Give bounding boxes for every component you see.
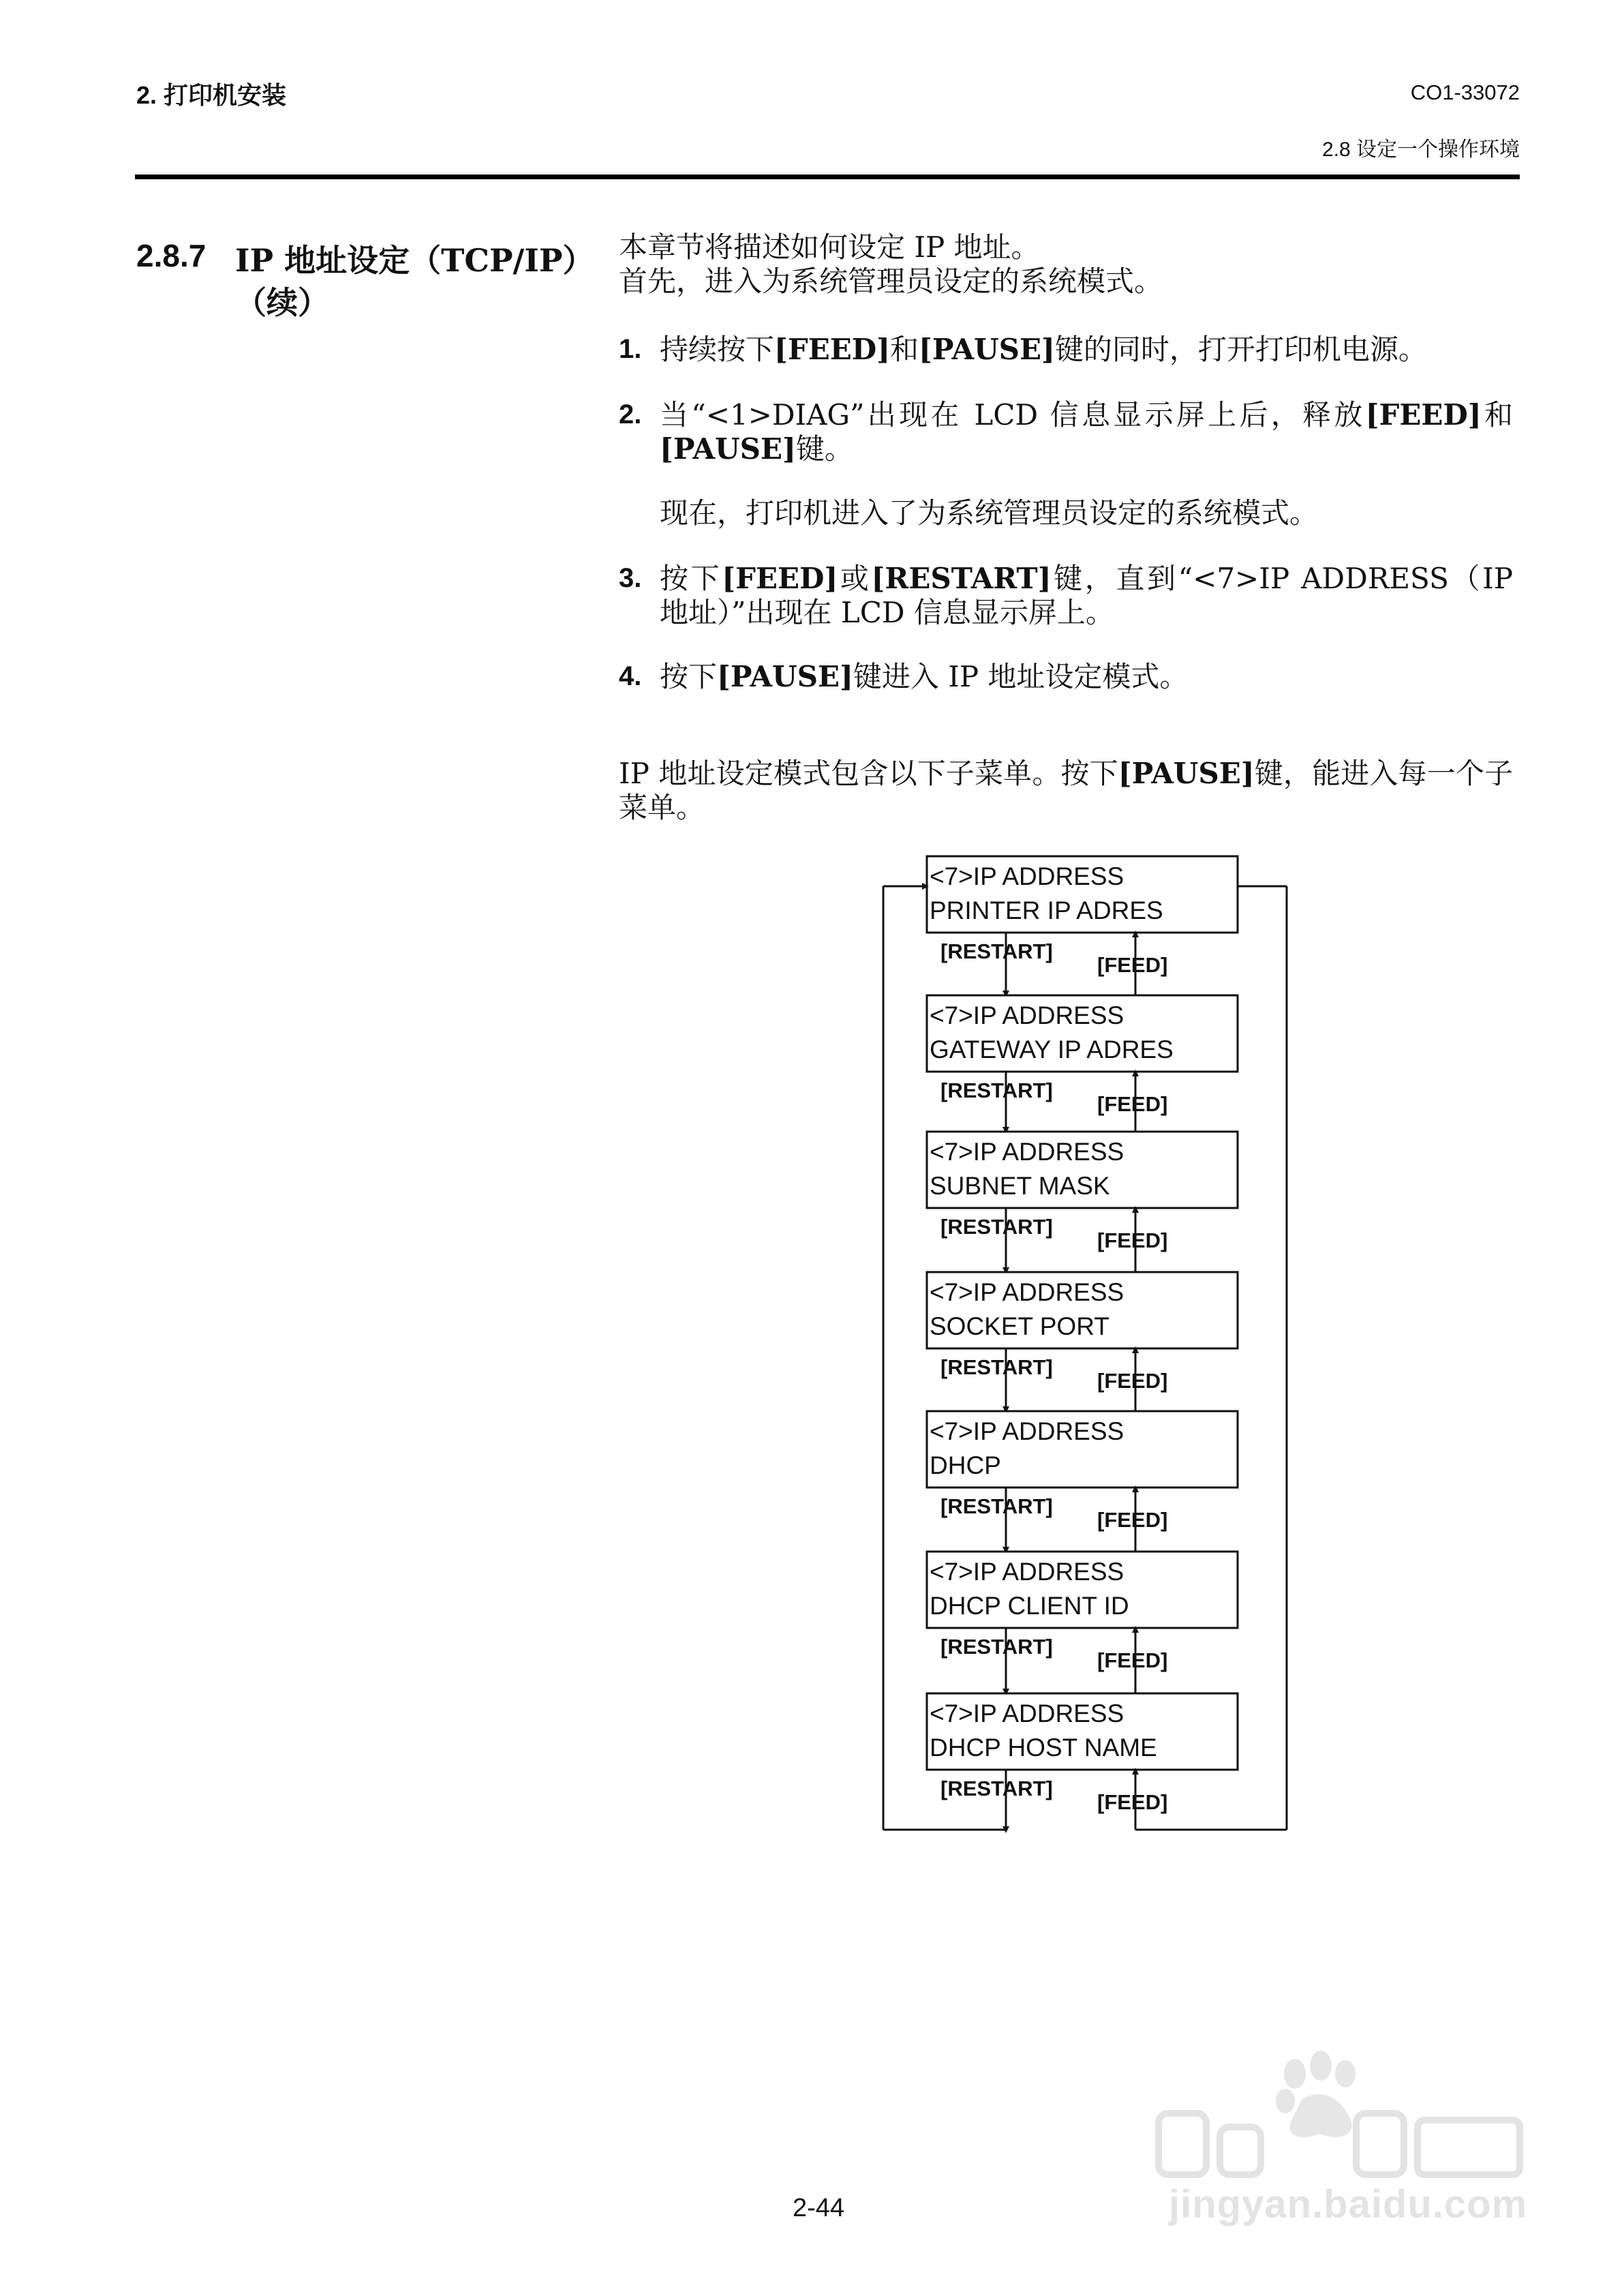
header-doc-code: CO1-33072 — [1410, 80, 1520, 104]
text-run: 按下 — [660, 562, 722, 595]
step-2-number: 2. — [619, 399, 642, 429]
header-chapter: 2. 打印机安装 — [136, 81, 287, 109]
restart-label: [RESTART] — [940, 1635, 1053, 1659]
step-4-number: 4. — [619, 661, 642, 691]
step-1-number: 1. — [619, 334, 642, 364]
page-number: 2-44 — [793, 2194, 845, 2222]
lcd-line-2: DHCP CLIENT ID — [930, 1592, 1129, 1620]
lcd-line-2: DHCP — [930, 1451, 1001, 1479]
key-name: [PAUSE] — [1118, 757, 1255, 790]
header-section-ref: 2.8 设定一个操作环境 — [1321, 138, 1520, 161]
restart-label: [RESTART] — [940, 1215, 1053, 1239]
lcd-line-1: <7>IP ADDRESS — [930, 1700, 1124, 1727]
key-name: [FEED] — [774, 333, 891, 366]
lcd-line-1: <7>IP ADDRESS — [930, 1138, 1124, 1166]
section-number: 2.8.7 — [136, 238, 206, 273]
key-name: [FEED] — [722, 562, 838, 595]
lcd-line-1: <7>IP ADDRESS — [930, 862, 1124, 890]
feed-label: [FEED] — [1097, 1092, 1168, 1116]
feed-label: [FEED] — [1097, 1790, 1168, 1814]
section-continued: （续） — [235, 284, 329, 321]
key-name: [FEED] — [1365, 398, 1482, 432]
text-run: IP 地址设定模式包含以下子菜单。按下 — [619, 757, 1118, 790]
lcd-line-2: SOCKET PORT — [930, 1312, 1110, 1340]
text-run: 键。 — [795, 432, 853, 466]
restart-label: [RESTART] — [940, 939, 1053, 963]
text-run: 或 — [838, 562, 872, 595]
lcd-line-2: GATEWAY IP ADRES — [930, 1036, 1174, 1063]
baidu-paw-icon — [1152, 2038, 1533, 2181]
feed-label: [FEED] — [1097, 1648, 1168, 1672]
lcd-line-1: <7>IP ADDRESS — [930, 1417, 1124, 1445]
step-3-number: 3. — [619, 563, 642, 593]
feed-label: [FEED] — [1097, 1228, 1168, 1252]
text-run: 键，直到“<7>IP ADDRESS（IP 地址）”出现在 LCD 信息显示屏上。 — [660, 562, 1513, 629]
key-name: [PAUSE] — [919, 333, 1055, 366]
text-run: 键，能进入每一个子菜单。 — [619, 757, 1513, 824]
lcd-line-2: DHCP HOST NAME — [930, 1734, 1157, 1762]
text-run: 按下 — [660, 660, 718, 693]
lcd-line-1: <7>IP ADDRESS — [930, 1278, 1124, 1306]
text-run: 当“<1>DIAG”出现在 LCD 信息显示屏上后，释放 — [660, 398, 1366, 432]
intro-line-2: 首先，进入为系统管理员设定的系统模式。 — [619, 265, 1163, 298]
lcd-line-1: <7>IP ADDRESS — [930, 1558, 1124, 1586]
text-run: 和 — [890, 333, 919, 366]
text-run: 键的同时，打开打印机电源。 — [1054, 333, 1427, 366]
feed-label: [FEED] — [1097, 1369, 1168, 1393]
key-name: [PAUSE] — [660, 432, 796, 466]
lcd-line-2: SUBNET MASK — [930, 1172, 1110, 1200]
watermark-text: jingyan.baidu.com — [1169, 2182, 1528, 2226]
feed-label: [FEED] — [1097, 1508, 1168, 1532]
restart-label: [RESTART] — [940, 1777, 1053, 1800]
intro-line-1: 本章节将描述如何设定 IP 地址。 — [619, 230, 1040, 264]
restart-label: [RESTART] — [940, 1494, 1053, 1518]
feed-label: [FEED] — [1097, 953, 1168, 977]
lcd-line-1: <7>IP ADDRESS — [930, 1001, 1124, 1029]
text-run: 持续按下 — [660, 333, 775, 366]
restart-label: [RESTART] — [940, 1078, 1053, 1102]
key-name: [RESTART] — [871, 562, 1052, 595]
section-title: IP 地址设定（TCP/IP） — [235, 242, 594, 279]
lcd-line-2: PRINTER IP ADRES — [930, 896, 1163, 924]
text-run: 和 — [1481, 398, 1513, 432]
restart-label: [RESTART] — [940, 1355, 1053, 1379]
text-run: 现在，打印机进入了为系统管理员设定的系统模式。 — [660, 496, 1319, 530]
text-run: 键进入 IP 地址设定模式。 — [853, 660, 1189, 693]
key-name: [PAUSE] — [717, 660, 853, 693]
